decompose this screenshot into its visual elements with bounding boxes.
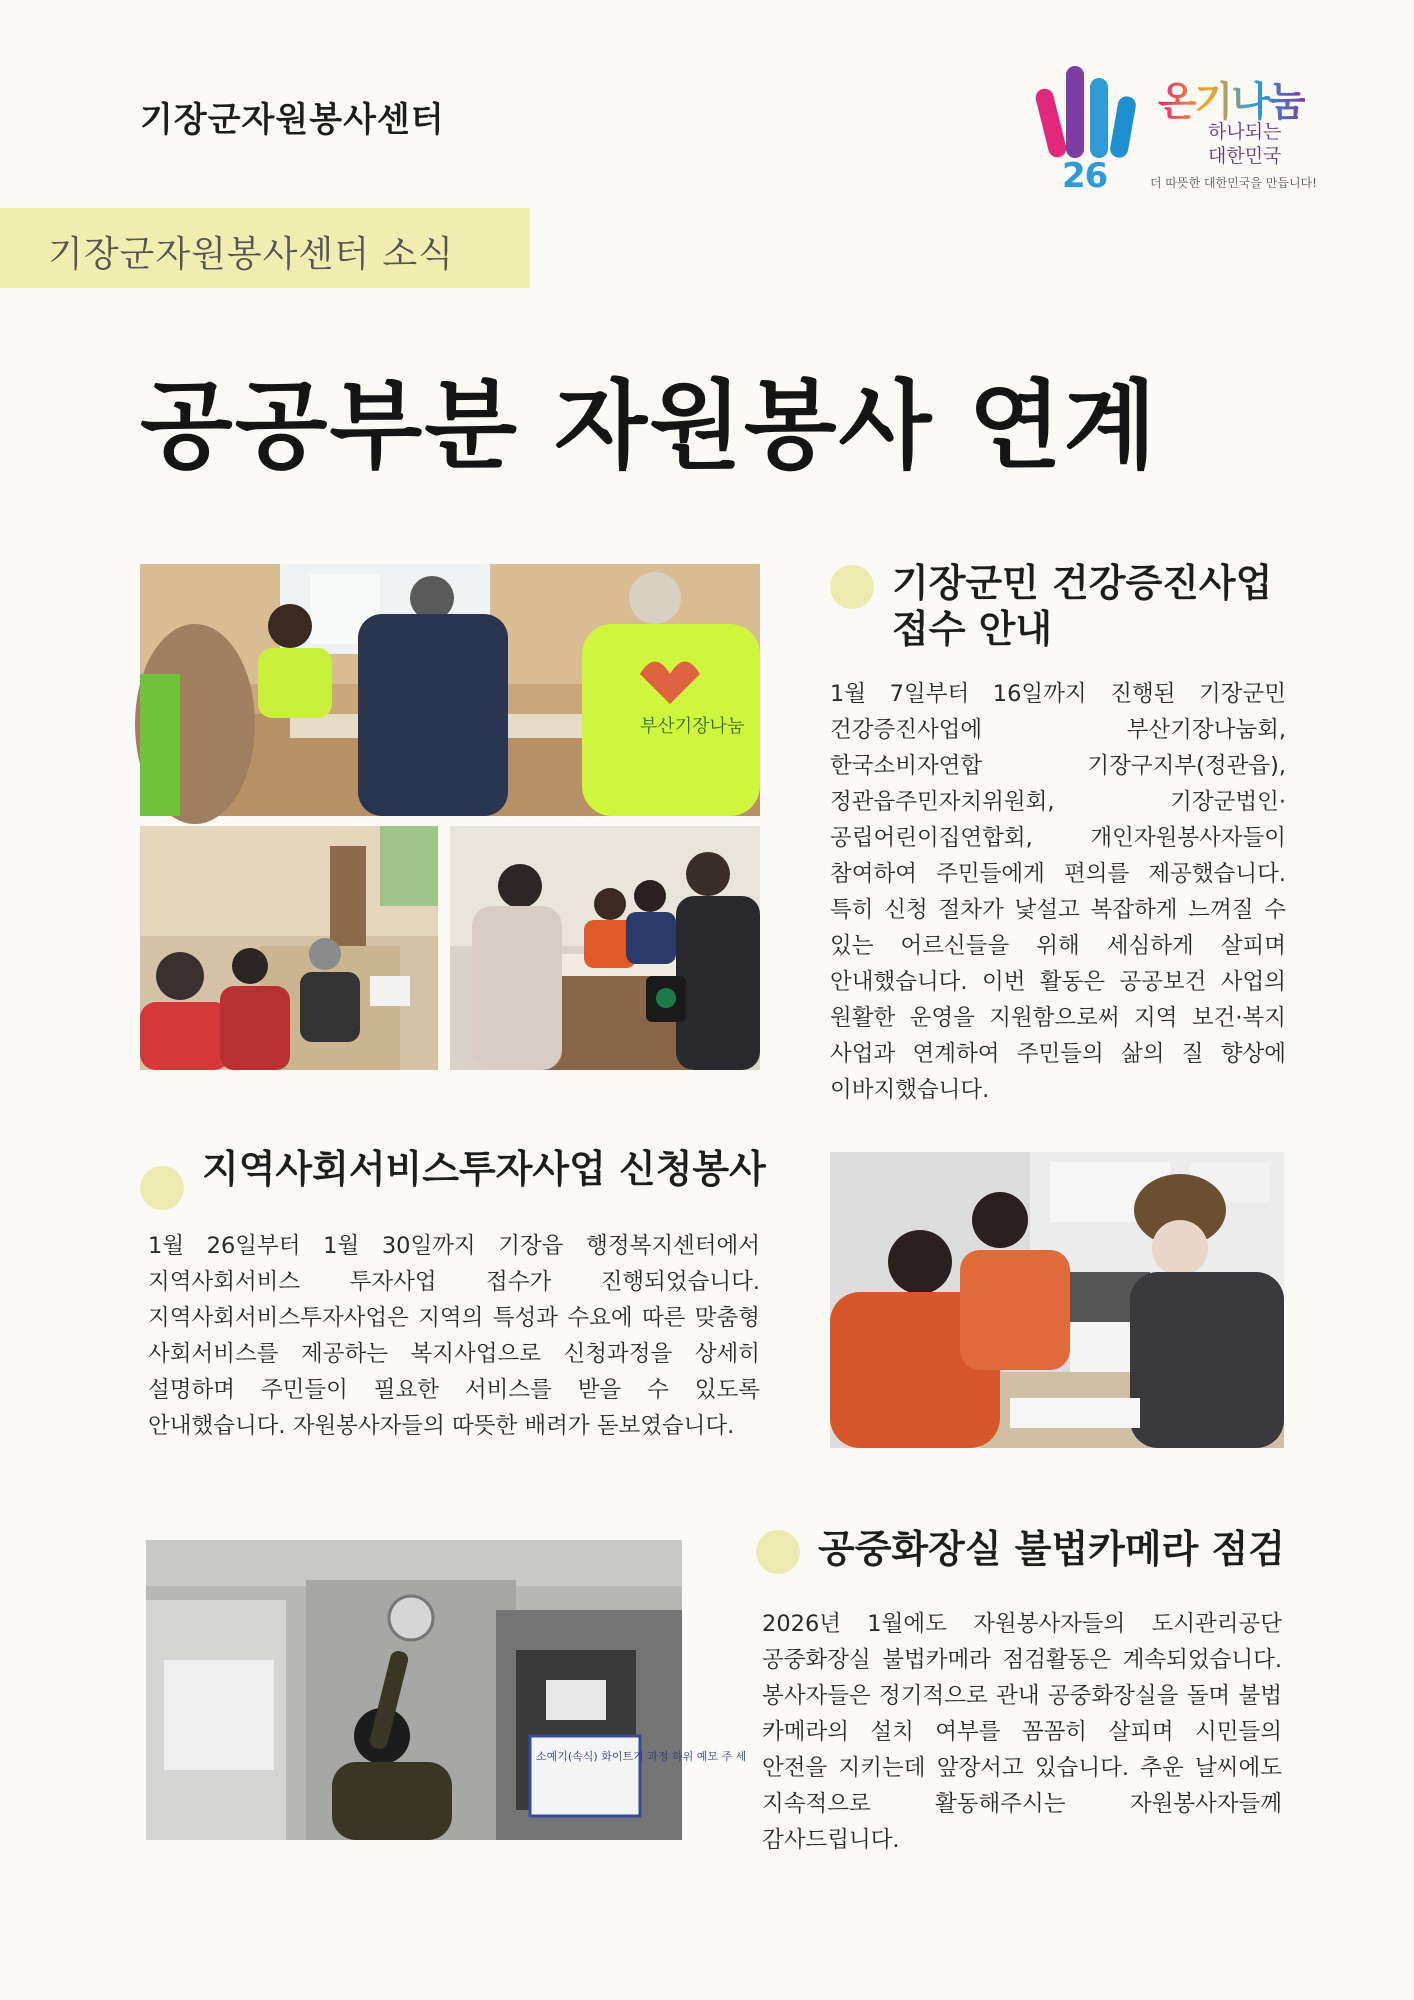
section-label: 기장군자원봉사센터 소식 — [48, 234, 454, 275]
photo-restroom-inspection — [146, 1540, 747, 1840]
logo-tagline: 더 따뜻한 대한민국을 만듭니다! — [1150, 176, 1317, 190]
sign-text: 소예기(속식) 화이트기 과정 하위 예모 주 세 — [536, 1750, 747, 1763]
article-3-body: 2026년 1월에도 자원봉사자들의 도시관리공단 공중화장실 불법카메라 점검활동은 계속되었습니다. 봉사자들은 정기적으로 관내 공중화장실을 돌며 불법 카메라의 설치 여부를 꼼꼼히 살피며 시민들의 안전을 지키는데 앞장서고 있습니다. 추운 날씨에도 지속적으로 활동해주시는 자원봉사자들께 감사드립니다. — [762, 1611, 1282, 1853]
logo-number: 26 — [1062, 156, 1108, 196]
bullet-dot — [830, 565, 874, 609]
ongi-nanum-logo — [1150, 70, 1330, 200]
article-2-heading: 지역사회서비스투자사업 신청봉사 — [202, 1147, 766, 1191]
photo-reception-desk — [140, 564, 760, 816]
article-2-body: 1월 26일부터 1월 30일까지 기장읍 행정복지센터에서 지역사회서비스 투자사업 접수가 진행되었습니다. 지역사회서비스투자사업은 지역의 특성과 수요에 따른 맞춤형 사회서비스를 제공하는 복지사업으로 신청과정을 상세히 설명하며 주민들이 필요한 서비스를 받을 수 있도록 안내했습니다. 자원봉사자들의 따뜻한 배려가 돋보였습니다. — [148, 1233, 760, 1439]
bullet-dot — [756, 1530, 800, 1574]
logo-main-text: 온기나눔 — [1158, 79, 1305, 125]
article-1-body: 1월 7일부터 16일까지 진행된 기장군민 건강증진사업에 부산기장나눔회, 한국소비자연합 기장구지부(정관읍), 정관읍주민자치위원회, 기장군법인·공립어린이집연합회, 개인자원봉사자들이 참여하여 주민들에게 편의를 제공했습니다. 특히 신청 절차가 낯설고 복잡하게 느껴질 수 있는 어르신들을 위해 세심하게 살피며 안내했습니다. 이번 활동은 공공보건 사업의 원활한 운영을 지원함으로써 지역 보건·복지 사업과 연계하여 주민들의 삶의 질 향상에 이바지했습니다. — [830, 681, 1286, 1103]
bullet-dot — [140, 1166, 184, 1210]
section-band — [0, 208, 530, 288]
article-3-heading: 공중화장실 불법카메라 점검 — [818, 1527, 1285, 1571]
vote-hand-logo — [1040, 60, 1136, 196]
photo-seated-volunteers — [140, 826, 438, 1070]
article-1-heading: 기장군민 건강증진사업 접수 안내 — [892, 561, 1273, 651]
photo-counter-assistance — [450, 826, 760, 1070]
main-title: 공공부분 자원봉사 연계 — [140, 370, 1159, 482]
logo-sub-text: 하나되는 대한민국 — [1208, 121, 1282, 167]
photo-document-consultation — [830, 1152, 1284, 1448]
vest-print-text: 부산기장나눔 — [640, 716, 745, 737]
org-name: 기장군자원봉사센터 — [140, 100, 445, 140]
